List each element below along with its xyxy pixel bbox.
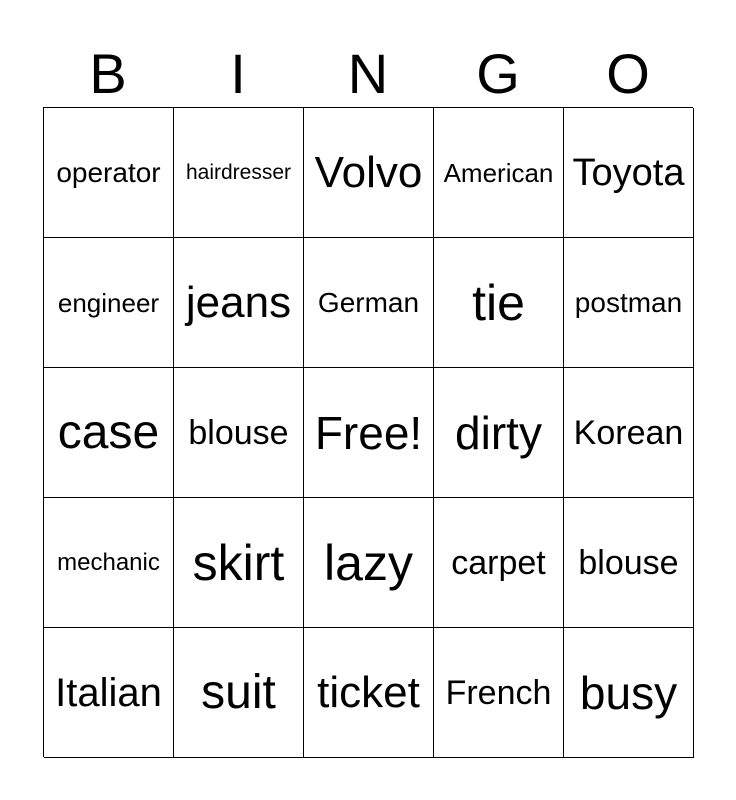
bingo-cell[interactable]: Volvo <box>304 108 434 238</box>
bingo-cell[interactable]: carpet <box>434 498 564 628</box>
header-letter-i: I <box>230 42 246 105</box>
bingo-cell[interactable]: German <box>304 238 434 368</box>
bingo-cell[interactable]: lazy <box>304 498 434 628</box>
bingo-cell[interactable]: French <box>434 628 564 758</box>
header-letter-o: O <box>606 42 650 105</box>
bingo-cell[interactable]: skirt <box>174 498 304 628</box>
bingo-cell[interactable]: case <box>44 368 174 498</box>
bingo-cell[interactable]: tie <box>434 238 564 368</box>
bingo-cell[interactable]: suit <box>174 628 304 758</box>
bingo-cell[interactable]: engineer <box>44 238 174 368</box>
bingo-cell[interactable]: ticket <box>304 628 434 758</box>
bingo-cell[interactable]: Toyota <box>564 108 694 238</box>
header-letter-b: B <box>89 42 127 105</box>
bingo-cell[interactable]: operator <box>44 108 174 238</box>
header-letter-n: N <box>347 42 389 105</box>
bingo-cell[interactable]: hairdresser <box>174 108 304 238</box>
bingo-cell[interactable]: mechanic <box>44 498 174 628</box>
bingo-cell[interactable]: Italian <box>44 628 174 758</box>
bingo-cell[interactable]: postman <box>564 238 694 368</box>
bingo-cell[interactable]: American <box>434 108 564 238</box>
bingo-board <box>43 107 693 757</box>
bingo-cell free-space[interactable]: Free! <box>304 368 434 498</box>
bingo-cell[interactable]: Korean <box>564 368 694 498</box>
bingo-cell[interactable]: blouse <box>564 498 694 628</box>
bingo-cell[interactable]: blouse <box>174 368 304 498</box>
bingo-cell[interactable]: jeans <box>174 238 304 368</box>
bingo-cell[interactable]: busy <box>564 628 694 758</box>
bingo-cell[interactable]: dirty <box>434 368 564 498</box>
bingo-header <box>43 40 693 108</box>
header-letter-g: G <box>476 42 520 105</box>
